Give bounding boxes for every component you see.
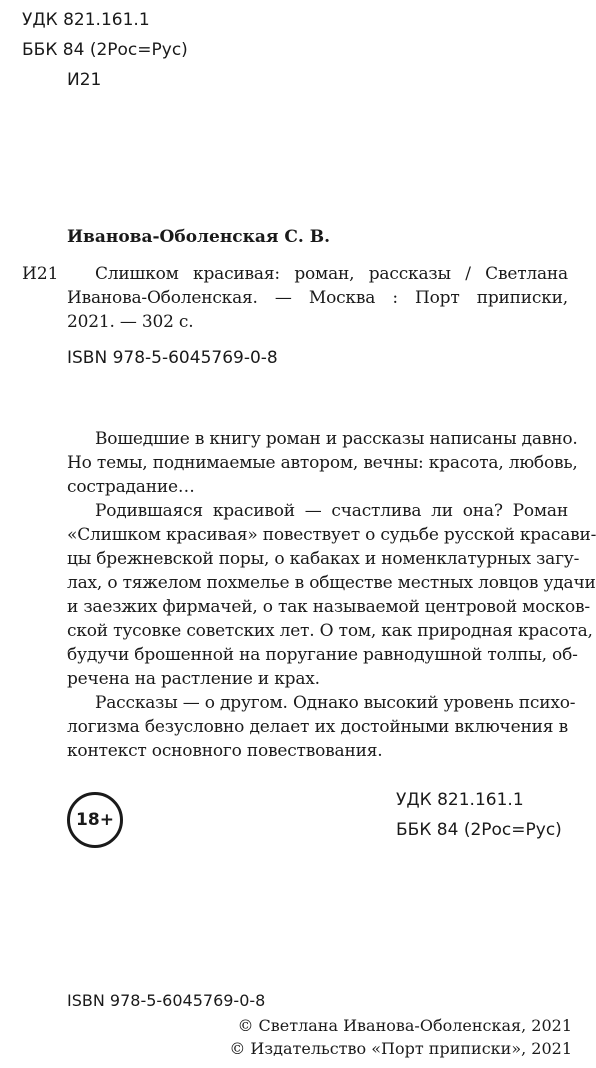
annotation-line: Рассказы — о другом. Однако высокий уровень психо- xyxy=(95,693,576,713)
catalog-isbn: ISBN 978-5-6045769-0-8 xyxy=(67,348,278,368)
copyright-publisher: © Издательство «Порт приписки», 2021 xyxy=(229,1039,572,1058)
annotation-line: Но темы, поднимаемые автором, вечны: красота, любовь, xyxy=(67,453,578,473)
copyright-author: © Светлана Иванова-Оболенская, 2021 xyxy=(237,1016,572,1035)
annotation-line: лах, о тяжелом похмелье в обществе местных ловцов удачи xyxy=(67,573,596,593)
annotation-line: будучи брошенной на поругание равнодушной толпы, об- xyxy=(67,645,578,665)
catalog-entry-line: Иванова-Оболенская. — Москва : Порт приписки, xyxy=(67,288,568,308)
catalog-entry-line: Слишком красивая: роман, рассказы / Светлана xyxy=(95,264,568,284)
bbk-code: ББК 84 (2Рос=Рус) xyxy=(22,40,188,60)
annotation-line: сострадание… xyxy=(67,477,195,497)
age-rating-badge: 18+ xyxy=(67,792,123,848)
annotation-line: и заезжих фирмачей, о так называемой центровой москов- xyxy=(67,597,590,617)
bbk-code-bottom: ББК 84 (2Рос=Рус) xyxy=(396,820,562,840)
annotation-line: речена на растление и крах. xyxy=(67,669,320,689)
annotation-line: ской тусовке советских лет. О том, как природная красота, xyxy=(67,621,593,641)
annotation-line: цы брежневской поры, о кабаках и номенклатурных загу- xyxy=(67,549,580,569)
catalog-author-sign: И21 xyxy=(22,264,59,284)
udk-code: УДК 821.161.1 xyxy=(22,10,150,30)
udk-code-bottom: УДК 821.161.1 xyxy=(396,790,524,810)
annotation-line: «Слишком красивая» повествует о судьбе русской красави- xyxy=(67,525,596,545)
annotation-line: Родившаяся красивой — счастлива ли она? Роман xyxy=(95,501,568,521)
catalog-entry-line: 2021. — 302 с. xyxy=(67,312,194,332)
catalog-author: Иванова-Оболенская С. В. xyxy=(67,227,331,247)
annotation-line: Вошедшие в книгу роман и рассказы написаны давно. xyxy=(95,429,578,449)
isbn-bottom: ISBN 978-5-6045769-0-8 xyxy=(67,991,266,1010)
author-sign: И21 xyxy=(67,70,102,90)
annotation-line: логизма безусловно делает их достойными включения в xyxy=(67,717,568,737)
annotation-line: контекст основного повествования. xyxy=(67,741,383,761)
